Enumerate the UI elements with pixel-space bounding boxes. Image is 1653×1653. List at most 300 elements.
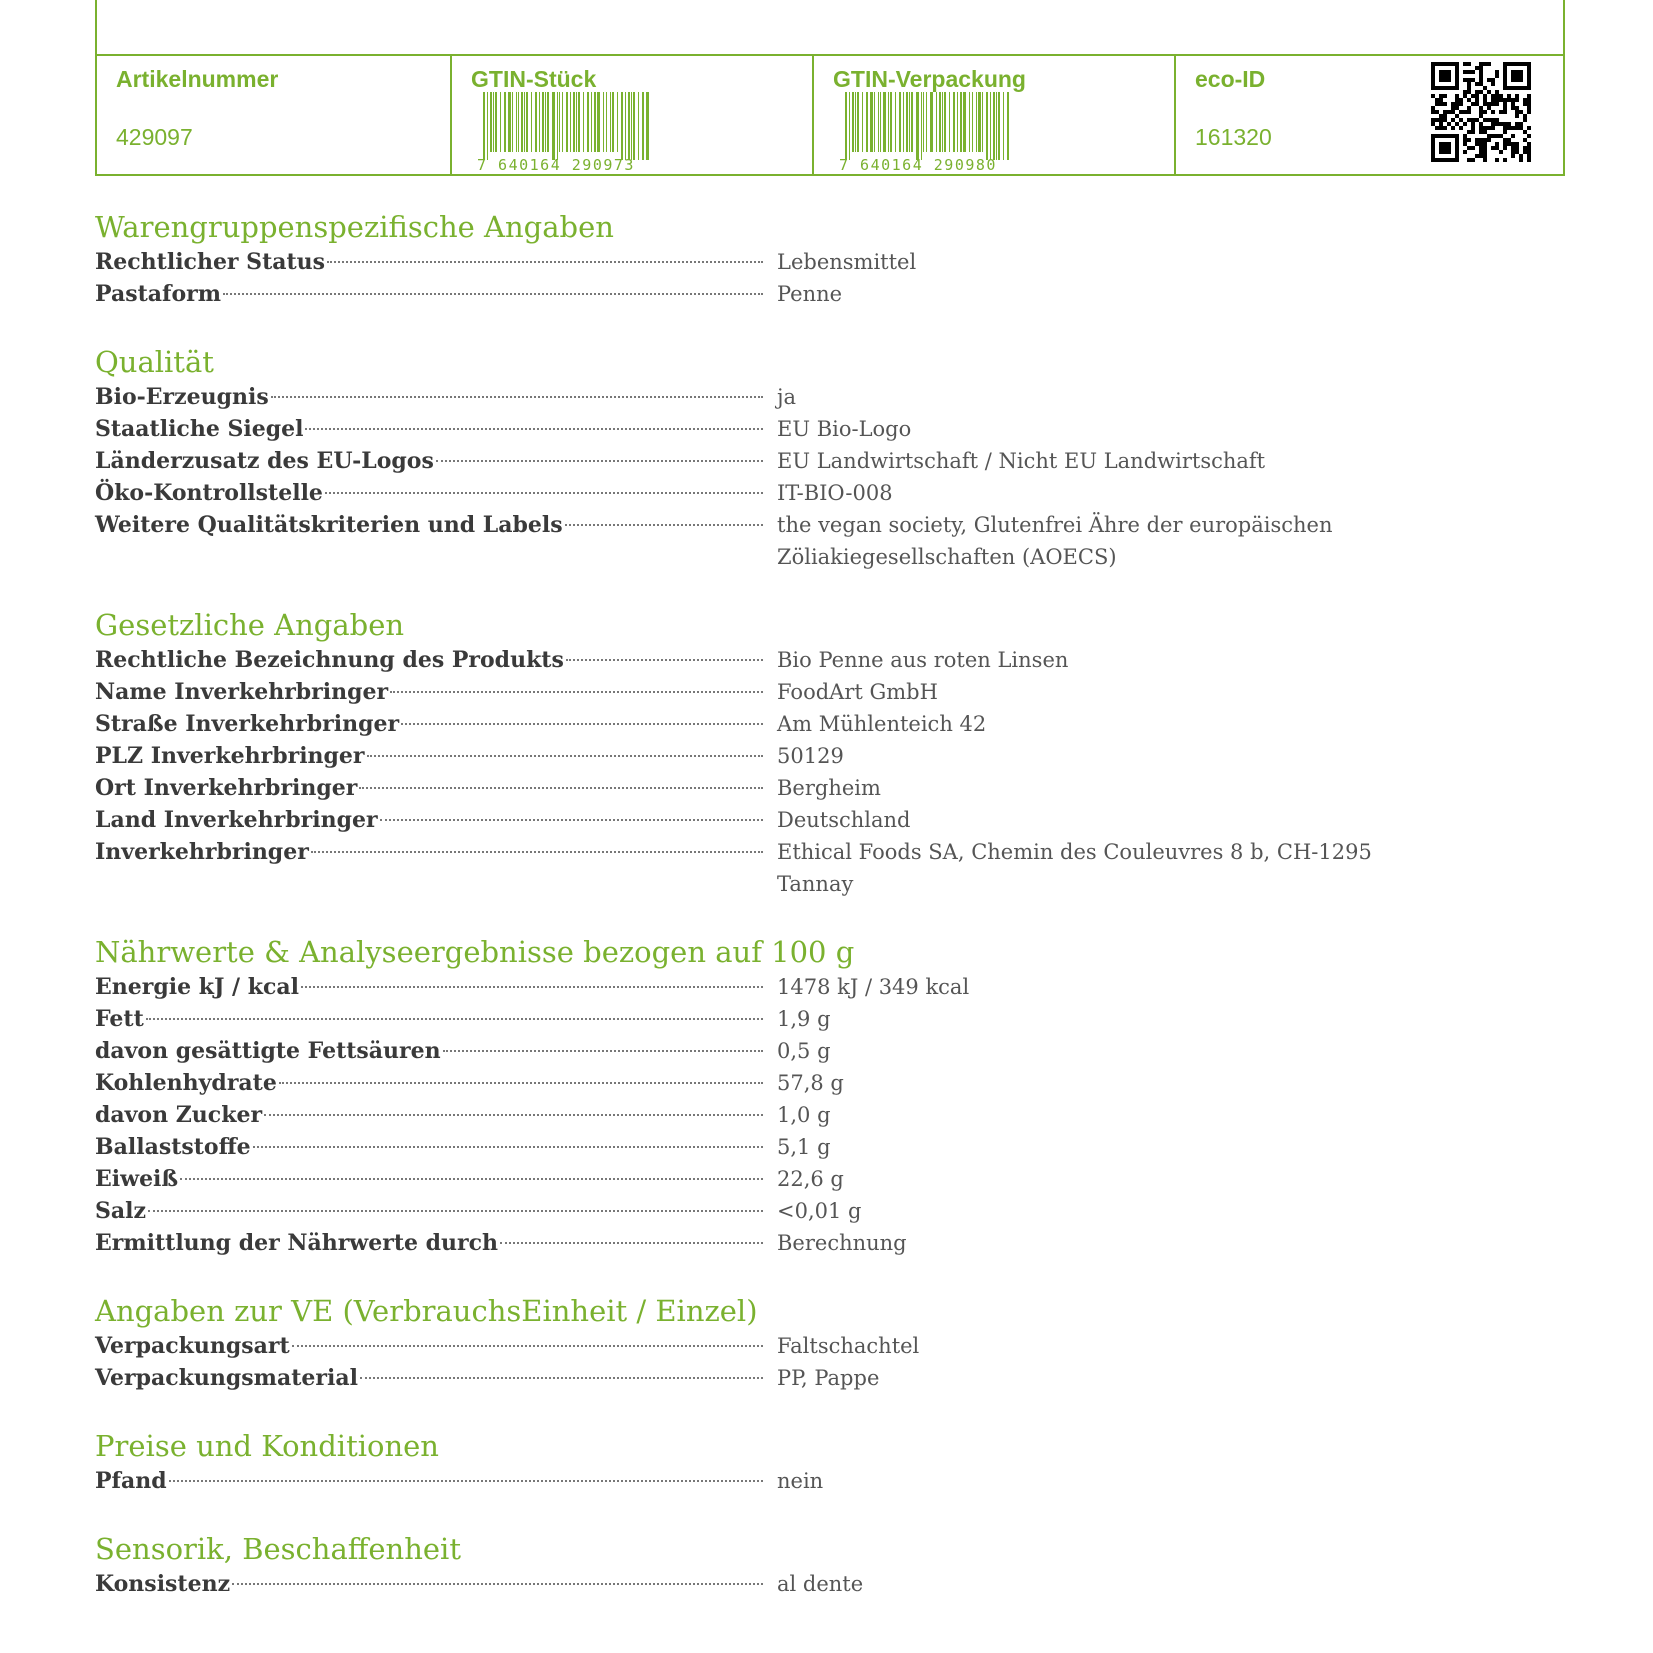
qr-module bbox=[1479, 82, 1483, 86]
spec-value: 0,5 g bbox=[777, 1039, 831, 1063]
qr-module bbox=[1479, 90, 1483, 94]
spec-row bbox=[95, 1131, 1555, 1163]
section-title: Gesetzliche Angaben bbox=[95, 608, 405, 642]
barcode-bar bbox=[926, 92, 927, 152]
qr-module bbox=[1507, 142, 1511, 146]
qr-module bbox=[1467, 90, 1471, 94]
dotted-leader bbox=[325, 492, 763, 494]
gtin-piece-label: GTIN-Stück bbox=[471, 66, 597, 92]
qr-module bbox=[1507, 94, 1511, 98]
qr-module bbox=[1527, 106, 1531, 110]
qr-module bbox=[1463, 150, 1467, 154]
spec-value: Faltschachtel bbox=[777, 1334, 920, 1358]
qr-module bbox=[1471, 146, 1475, 150]
spec-row bbox=[95, 381, 1555, 413]
spec-row bbox=[95, 413, 1555, 445]
spec-label-wrap bbox=[95, 772, 765, 804]
qr-module bbox=[1463, 78, 1467, 82]
qr-module bbox=[1455, 102, 1459, 106]
section bbox=[95, 933, 1555, 1259]
barcode-bar bbox=[578, 92, 580, 152]
barcode-bar bbox=[576, 92, 577, 152]
dotted-leader bbox=[436, 460, 763, 462]
spec-value: nein bbox=[777, 1469, 824, 1493]
qr-module bbox=[1459, 126, 1463, 130]
qr-module bbox=[1463, 90, 1467, 94]
barcode-bar bbox=[516, 92, 517, 152]
spec-sheet-content bbox=[95, 208, 1555, 1633]
qr-module bbox=[1491, 98, 1495, 102]
qr-module bbox=[1491, 134, 1495, 138]
spec-row bbox=[95, 708, 1555, 740]
spec-label: Inverkehrbringer bbox=[95, 839, 309, 865]
qr-module bbox=[1459, 102, 1463, 106]
section bbox=[95, 1427, 1555, 1497]
barcode-bar bbox=[986, 92, 988, 160]
spec-label: Staatliche Siegel bbox=[95, 416, 304, 442]
spec-row bbox=[95, 676, 1555, 708]
qr-module bbox=[1527, 154, 1531, 158]
qr-module bbox=[1519, 110, 1523, 114]
barcode-bar bbox=[606, 92, 607, 152]
qr-module bbox=[1515, 98, 1519, 102]
barcode-bar bbox=[542, 92, 544, 152]
qr-module bbox=[1527, 94, 1531, 98]
barcode-bar bbox=[857, 92, 859, 152]
qr-module bbox=[1439, 142, 1451, 154]
qr-module bbox=[1523, 118, 1527, 122]
qr-module bbox=[1467, 130, 1471, 134]
spec-label: davon gesättigte Fettsäuren bbox=[95, 1038, 441, 1064]
dotted-leader bbox=[264, 1114, 763, 1116]
qr-module bbox=[1503, 130, 1507, 134]
dotted-leader bbox=[148, 1210, 763, 1212]
spec-row bbox=[95, 1568, 1555, 1600]
qr-module bbox=[1447, 110, 1451, 114]
barcode-bar bbox=[512, 92, 513, 152]
qr-module bbox=[1483, 118, 1487, 122]
barcode-bar bbox=[483, 92, 485, 160]
spec-row bbox=[95, 445, 1555, 477]
qr-module bbox=[1431, 106, 1435, 110]
barcode-bar bbox=[642, 92, 644, 160]
qr-module bbox=[1467, 106, 1471, 110]
spec-label-wrap bbox=[95, 445, 765, 477]
barcode-bar bbox=[617, 92, 618, 152]
qr-module bbox=[1511, 98, 1515, 102]
qr-module bbox=[1475, 90, 1479, 94]
qr-module bbox=[1503, 102, 1507, 106]
barcode-bar bbox=[883, 92, 886, 152]
barcode-bar bbox=[895, 92, 896, 152]
article-number-label: Artikelnummer bbox=[116, 66, 279, 92]
qr-module bbox=[1495, 158, 1499, 162]
qr-module bbox=[1475, 94, 1479, 98]
dotted-leader bbox=[500, 1242, 763, 1244]
qr-module bbox=[1495, 122, 1499, 126]
barcode-bar bbox=[852, 92, 854, 152]
spec-label: Straße Inverkehrbringer bbox=[95, 711, 400, 737]
qr-module bbox=[1487, 62, 1491, 66]
dotted-leader bbox=[292, 1345, 763, 1347]
qr-module bbox=[1495, 98, 1499, 102]
spec-value: 5,1 g bbox=[777, 1135, 831, 1159]
qr-module bbox=[1503, 110, 1507, 114]
qr-module bbox=[1491, 146, 1495, 150]
qr-module bbox=[1527, 102, 1531, 106]
eco-id-value: 161320 bbox=[1195, 124, 1272, 150]
qr-module bbox=[1479, 130, 1483, 134]
qr-module bbox=[1479, 70, 1483, 74]
qr-module bbox=[1519, 126, 1523, 130]
barcode-bar bbox=[562, 92, 563, 152]
qr-module bbox=[1479, 138, 1483, 142]
spec-label-wrap bbox=[95, 740, 765, 772]
qr-module bbox=[1475, 142, 1479, 146]
spec-label: Öko-Kontrollstelle bbox=[95, 480, 323, 506]
qr-module bbox=[1491, 102, 1495, 106]
barcode-bar bbox=[993, 92, 995, 160]
qr-module bbox=[1455, 106, 1459, 110]
qr-module bbox=[1487, 78, 1491, 82]
barcode-bar bbox=[890, 92, 892, 152]
barcode-bar bbox=[591, 92, 592, 152]
qr-module bbox=[1479, 122, 1483, 126]
spec-value: PP, Pappe bbox=[777, 1366, 880, 1390]
qr-module bbox=[1503, 126, 1507, 130]
qr-module bbox=[1475, 98, 1479, 102]
qr-module bbox=[1523, 102, 1527, 106]
qr-module bbox=[1507, 138, 1511, 142]
dotted-leader bbox=[360, 1377, 763, 1379]
barcode-bar bbox=[906, 92, 908, 152]
qr-module bbox=[1503, 142, 1507, 146]
dotted-leader bbox=[311, 851, 763, 853]
spec-value: Penne bbox=[777, 282, 843, 306]
eco-id-label: eco-ID bbox=[1195, 66, 1266, 92]
qr-module bbox=[1471, 94, 1475, 98]
spec-row bbox=[95, 772, 1555, 804]
spec-value: the vegan society, Glutenfrei Ähre der europäischen Zöliakiegesellschaften (AOECS) bbox=[777, 513, 1333, 569]
spec-label-wrap bbox=[95, 1465, 765, 1497]
qr-module bbox=[1435, 102, 1439, 106]
barcode-bar bbox=[870, 92, 873, 152]
qr-module bbox=[1459, 98, 1463, 102]
qr-module bbox=[1483, 142, 1487, 146]
qr-module bbox=[1495, 118, 1499, 122]
barcode-bar bbox=[531, 92, 532, 152]
spec-label-wrap bbox=[95, 1362, 765, 1394]
qr-module bbox=[1515, 126, 1519, 130]
qr-module bbox=[1527, 98, 1531, 102]
qr-module bbox=[1435, 110, 1439, 114]
barcode-bar bbox=[524, 92, 525, 152]
qr-module bbox=[1463, 110, 1467, 114]
qr-module bbox=[1479, 126, 1483, 130]
qr-module bbox=[1483, 62, 1487, 66]
qr-module bbox=[1491, 110, 1495, 114]
qr-module bbox=[1479, 66, 1483, 70]
barcode-bar bbox=[621, 92, 623, 160]
qr-module bbox=[1491, 78, 1495, 82]
spec-label: Pfand bbox=[95, 1468, 167, 1494]
barcode-bar bbox=[903, 92, 904, 152]
qr-module bbox=[1439, 118, 1443, 122]
qr-module bbox=[1523, 146, 1527, 150]
barcode-bar bbox=[845, 92, 847, 160]
qr-module bbox=[1503, 98, 1507, 102]
dotted-leader bbox=[367, 755, 763, 757]
barcode-bar bbox=[888, 92, 889, 152]
barcode-bar bbox=[487, 92, 488, 160]
qr-module bbox=[1467, 146, 1471, 150]
qr-module bbox=[1443, 118, 1447, 122]
spec-label: Länderzusatz des EU-Logos bbox=[95, 448, 434, 474]
spec-row bbox=[95, 477, 1555, 509]
barcode-bar bbox=[921, 92, 922, 160]
qr-module bbox=[1483, 138, 1487, 142]
spec-label: Verpackungsmaterial bbox=[95, 1365, 358, 1391]
barcode-bar bbox=[939, 92, 941, 152]
spec-row bbox=[95, 644, 1555, 676]
dotted-leader bbox=[359, 787, 763, 789]
spec-label-wrap bbox=[95, 644, 765, 676]
qr-module bbox=[1447, 122, 1451, 126]
dotted-leader bbox=[380, 819, 763, 821]
qr-module bbox=[1491, 82, 1495, 86]
dotted-leader bbox=[253, 1146, 763, 1148]
spec-label-wrap bbox=[95, 477, 765, 509]
dotted-leader bbox=[232, 1583, 763, 1585]
qr-module bbox=[1515, 110, 1519, 114]
barcode-bar bbox=[490, 92, 492, 152]
barcode-bar bbox=[969, 92, 970, 152]
qr-module bbox=[1471, 70, 1475, 74]
qr-module bbox=[1487, 134, 1491, 138]
qr-module bbox=[1527, 158, 1531, 162]
qr-module bbox=[1459, 118, 1463, 122]
barcode-bar bbox=[500, 92, 501, 152]
gtin-package-cell bbox=[814, 56, 1176, 174]
spec-label: Rechtliche Bezeichnung des Produkts bbox=[95, 647, 564, 673]
qr-module bbox=[1523, 150, 1527, 154]
gtin-package-label: GTIN-Verpackung bbox=[833, 66, 1026, 92]
barcode-bar bbox=[899, 92, 901, 152]
spec-value: 50129 bbox=[777, 744, 844, 768]
qr-module bbox=[1463, 94, 1467, 98]
qr-module bbox=[1527, 126, 1531, 130]
qr-module bbox=[1483, 158, 1487, 162]
qr-module bbox=[1503, 106, 1507, 110]
article-number-cell bbox=[97, 56, 452, 174]
barcode-bar bbox=[587, 92, 589, 152]
qr-module bbox=[1475, 138, 1479, 142]
barcode-bar bbox=[996, 92, 997, 160]
qr-module bbox=[1499, 150, 1503, 154]
qr-module bbox=[1487, 126, 1491, 130]
spec-row bbox=[95, 836, 1555, 900]
qr-module bbox=[1463, 138, 1467, 142]
qr-module bbox=[1467, 62, 1471, 66]
barcode-bar bbox=[972, 92, 973, 152]
qr-module bbox=[1451, 102, 1455, 106]
qr-module bbox=[1467, 118, 1471, 122]
qr-module bbox=[1503, 122, 1507, 126]
section bbox=[95, 606, 1555, 900]
qr-module bbox=[1515, 114, 1519, 118]
spec-label: Weitere Qualitätskriterien und Labels bbox=[95, 512, 563, 538]
qr-module bbox=[1467, 70, 1471, 74]
spec-label: Verpackungsart bbox=[95, 1333, 290, 1359]
spec-row bbox=[95, 971, 1555, 1003]
barcode-bar bbox=[909, 92, 910, 152]
barcode-bar bbox=[521, 92, 523, 152]
qr-module bbox=[1459, 110, 1463, 114]
gtin-package-barcode-digits: 7 640164 290980 bbox=[839, 156, 997, 172]
qr-module bbox=[1479, 150, 1483, 154]
qr-module bbox=[1455, 94, 1459, 98]
qr-module bbox=[1463, 122, 1467, 126]
qr-module bbox=[1483, 86, 1487, 90]
qr-module bbox=[1511, 150, 1515, 154]
dotted-leader bbox=[327, 261, 763, 263]
qr-module bbox=[1511, 142, 1515, 146]
barcode-bar bbox=[559, 92, 560, 152]
qr-module bbox=[1499, 122, 1503, 126]
qr-module bbox=[1483, 102, 1487, 106]
qr-module bbox=[1511, 70, 1523, 82]
qr-module bbox=[1499, 94, 1503, 98]
spec-row bbox=[95, 278, 1555, 310]
barcode-bar bbox=[923, 92, 924, 152]
qr-module bbox=[1439, 94, 1443, 98]
qr-module bbox=[1475, 82, 1479, 86]
barcode-bar bbox=[633, 92, 635, 160]
barcode-bar bbox=[495, 92, 497, 152]
qr-module bbox=[1511, 102, 1515, 106]
barcode-bar bbox=[976, 92, 977, 152]
section-title: Warengruppenspezifische Angaben bbox=[95, 210, 614, 244]
barcode-bar bbox=[628, 92, 630, 160]
barcode-bar bbox=[508, 92, 511, 152]
qr-module bbox=[1499, 98, 1503, 102]
qr-module bbox=[1463, 142, 1467, 146]
qr-module bbox=[1439, 122, 1443, 126]
spec-value: EU Landwirtschaft / Nicht EU Landwirtschaft bbox=[777, 449, 1266, 473]
qr-module bbox=[1463, 62, 1467, 66]
qr-module bbox=[1479, 62, 1483, 66]
spec-label-wrap bbox=[95, 381, 765, 413]
qr-module bbox=[1499, 110, 1503, 114]
qr-module bbox=[1495, 142, 1499, 146]
spec-label-wrap bbox=[95, 708, 765, 740]
qr-module bbox=[1451, 106, 1455, 110]
spec-row bbox=[95, 1465, 1555, 1497]
qr-module bbox=[1527, 110, 1531, 114]
qr-module bbox=[1467, 158, 1471, 162]
qr-module bbox=[1463, 134, 1467, 138]
dotted-leader bbox=[180, 1178, 763, 1180]
barcode-bar bbox=[862, 92, 863, 152]
spec-value: 1,9 g bbox=[777, 1007, 831, 1031]
qr-code-icon bbox=[1431, 62, 1531, 162]
dotted-leader bbox=[146, 1018, 763, 1020]
eco-id-cell bbox=[1176, 56, 1563, 174]
spec-row bbox=[95, 1362, 1555, 1394]
qr-module bbox=[1515, 150, 1519, 154]
qr-module bbox=[1439, 98, 1443, 102]
qr-module bbox=[1471, 118, 1475, 122]
barcode-bar bbox=[552, 92, 555, 160]
spec-label-wrap bbox=[95, 676, 765, 708]
section bbox=[95, 1530, 1555, 1600]
product-id-row bbox=[97, 54, 1563, 174]
dotted-leader bbox=[301, 986, 763, 988]
barcode-bar bbox=[849, 92, 850, 160]
qr-module bbox=[1471, 102, 1475, 106]
barcode-bar bbox=[610, 92, 611, 152]
qr-module bbox=[1515, 122, 1519, 126]
spec-label: davon Zucker bbox=[95, 1102, 263, 1128]
barcode-bar bbox=[916, 92, 919, 160]
spec-label: Konsistenz bbox=[95, 1571, 231, 1597]
qr-module bbox=[1527, 134, 1531, 138]
qr-module bbox=[1511, 134, 1515, 138]
barcode-bar bbox=[953, 92, 955, 152]
spec-value: 1,0 g bbox=[777, 1103, 831, 1127]
barcode-bar bbox=[631, 92, 632, 160]
qr-module bbox=[1527, 142, 1531, 146]
spec-value: Deutschland bbox=[777, 808, 911, 832]
qr-module bbox=[1507, 98, 1511, 102]
spec-label-wrap bbox=[95, 509, 765, 541]
dotted-leader bbox=[565, 524, 763, 526]
barcode-bar bbox=[936, 92, 937, 152]
qr-module bbox=[1439, 126, 1443, 130]
barcode-bar bbox=[570, 92, 571, 152]
qr-module bbox=[1483, 110, 1487, 114]
qr-module bbox=[1431, 94, 1435, 98]
qr-module bbox=[1431, 118, 1435, 122]
spec-label-wrap bbox=[95, 1195, 765, 1227]
spec-value: IT-BIO-008 bbox=[777, 481, 893, 505]
qr-module bbox=[1451, 118, 1455, 122]
section-title: Sensorik, Beschaffenheit bbox=[95, 1532, 461, 1566]
qr-module bbox=[1507, 126, 1511, 130]
spec-row bbox=[95, 1067, 1555, 1099]
spec-label: Name Inverkehrbringer bbox=[95, 679, 389, 705]
spec-label: Salz bbox=[95, 1198, 146, 1224]
barcode-bar bbox=[1003, 92, 1004, 160]
barcode-bar bbox=[949, 92, 950, 152]
qr-module bbox=[1483, 94, 1487, 98]
spec-value: Bio Penne aus roten Linsen bbox=[777, 648, 1069, 672]
qr-module bbox=[1431, 110, 1435, 114]
spec-label: Ermittlung der Nährwerte durch bbox=[95, 1230, 498, 1256]
dotted-leader bbox=[271, 396, 763, 398]
dotted-leader bbox=[566, 659, 763, 661]
qr-module bbox=[1511, 106, 1515, 110]
spec-label-wrap bbox=[95, 971, 765, 1003]
qr-module bbox=[1443, 114, 1447, 118]
barcode-bar bbox=[594, 92, 596, 152]
qr-module bbox=[1435, 98, 1439, 102]
barcode-bar bbox=[874, 92, 875, 152]
spec-label-wrap bbox=[95, 413, 765, 445]
barcode-bar bbox=[646, 92, 649, 160]
barcode-bar bbox=[957, 92, 958, 152]
barcode-bar bbox=[982, 92, 983, 152]
